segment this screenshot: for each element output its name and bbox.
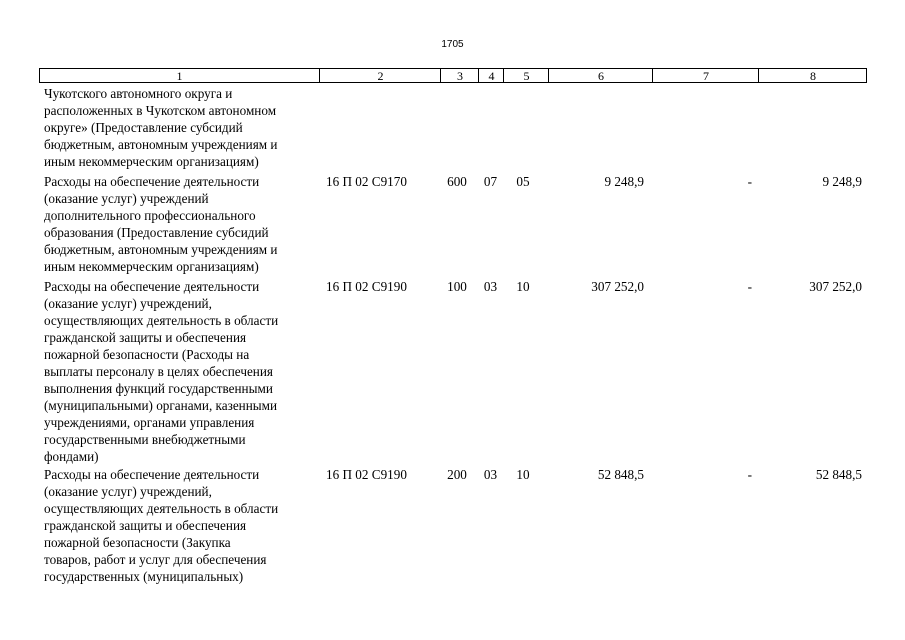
continuation-line: Чукотского автономного округа и (44, 86, 233, 101)
header-col-4: 4 (478, 69, 504, 82)
row-description-line: выполнения функций государственными (44, 381, 273, 396)
row-col-7: - (747, 467, 752, 482)
row-description-line: гражданской защиты и обеспечения (44, 518, 247, 533)
row-description-line: учреждениями, органами управления (44, 415, 255, 430)
row-description-line: (муниципальными) органами, казенными (44, 398, 278, 413)
row-col-6: 307 252,0 (591, 279, 644, 294)
continuation-line: расположенных в Чукотском автономном (44, 103, 277, 118)
row-col-3: 600 (447, 174, 467, 189)
row-col-5: 10 (516, 467, 530, 482)
row-col-5: 05 (516, 174, 530, 189)
row-col-7: - (747, 174, 752, 189)
header-col-7: 7 (652, 69, 759, 82)
row-description-line: (оказание услуг) учреждений, (44, 484, 212, 499)
row-description-line: пожарной безопасности (Закупка (44, 535, 231, 550)
row-description-line: Расходы на обеспечение деятельности (44, 279, 260, 294)
row-code: 16 П 02 С9190 (326, 467, 407, 482)
header-col-5: 5 (503, 69, 549, 82)
row-col-3: 200 (447, 467, 467, 482)
row-code: 16 П 02 С9190 (326, 279, 407, 294)
row-col-4: 03 (483, 467, 498, 482)
continuation-line: округе» (Предоставление субсидий (44, 120, 243, 135)
row-description-line: осуществляющих деятельность в области (44, 313, 279, 328)
header-col-8: 8 (758, 69, 867, 82)
row-description-line: осуществляющих деятельность в области (44, 501, 279, 516)
row-description-line: государственных (муниципальных) (44, 569, 244, 584)
header-col-2: 2 (319, 69, 441, 82)
row-col-8: 307 252,0 (809, 279, 862, 294)
row-col-7: - (747, 279, 752, 294)
row-description-line: товаров, работ и услуг для обеспечения (44, 552, 267, 567)
table-header-row (39, 68, 867, 83)
row-description-line: бюджетным, автономным учреждениям и (44, 242, 278, 257)
row-col-6: 9 248,9 (604, 174, 644, 189)
row-code: 16 П 02 С9170 (326, 174, 407, 189)
row-description-line: образования (Предоставление субсидий (44, 225, 269, 240)
continuation-line: иным некоммерческим организациям) (44, 154, 259, 169)
row-description-line: гражданской защиты и обеспечения (44, 330, 247, 345)
row-description-line: дополнительного профессионального (44, 208, 256, 223)
row-description-line: (оказание услуг) учреждений, (44, 296, 212, 311)
row-description-line: (оказание услуг) учреждений (44, 191, 209, 206)
row-col-8: 9 248,9 (822, 174, 862, 189)
row-col-5: 10 (516, 279, 530, 294)
header-col-3: 3 (440, 69, 479, 82)
row-description-line: пожарной безопасности (Расходы на (44, 347, 250, 362)
row-description-line: Расходы на обеспечение деятельности (44, 467, 260, 482)
row-col-4: 07 (483, 174, 498, 189)
page-number: 1705 (441, 39, 464, 50)
row-description-line: выплаты персоналу в целях обеспечения (44, 364, 273, 379)
header-col-6: 6 (548, 69, 653, 82)
row-description-line: иным некоммерческим организациям) (44, 259, 259, 274)
row-col-3: 100 (447, 279, 467, 294)
row-col-6: 52 848,5 (597, 467, 644, 482)
row-description-line: фондами) (44, 449, 99, 464)
row-col-4: 03 (483, 279, 498, 294)
row-col-8: 52 848,5 (815, 467, 862, 482)
row-description-line: государственными внебюджетными (44, 432, 246, 447)
header-col-1: 1 (176, 69, 183, 83)
continuation-line: бюджетным, автономным учреждениям и (44, 137, 278, 152)
row-description-line: Расходы на обеспечение деятельности (44, 174, 260, 189)
